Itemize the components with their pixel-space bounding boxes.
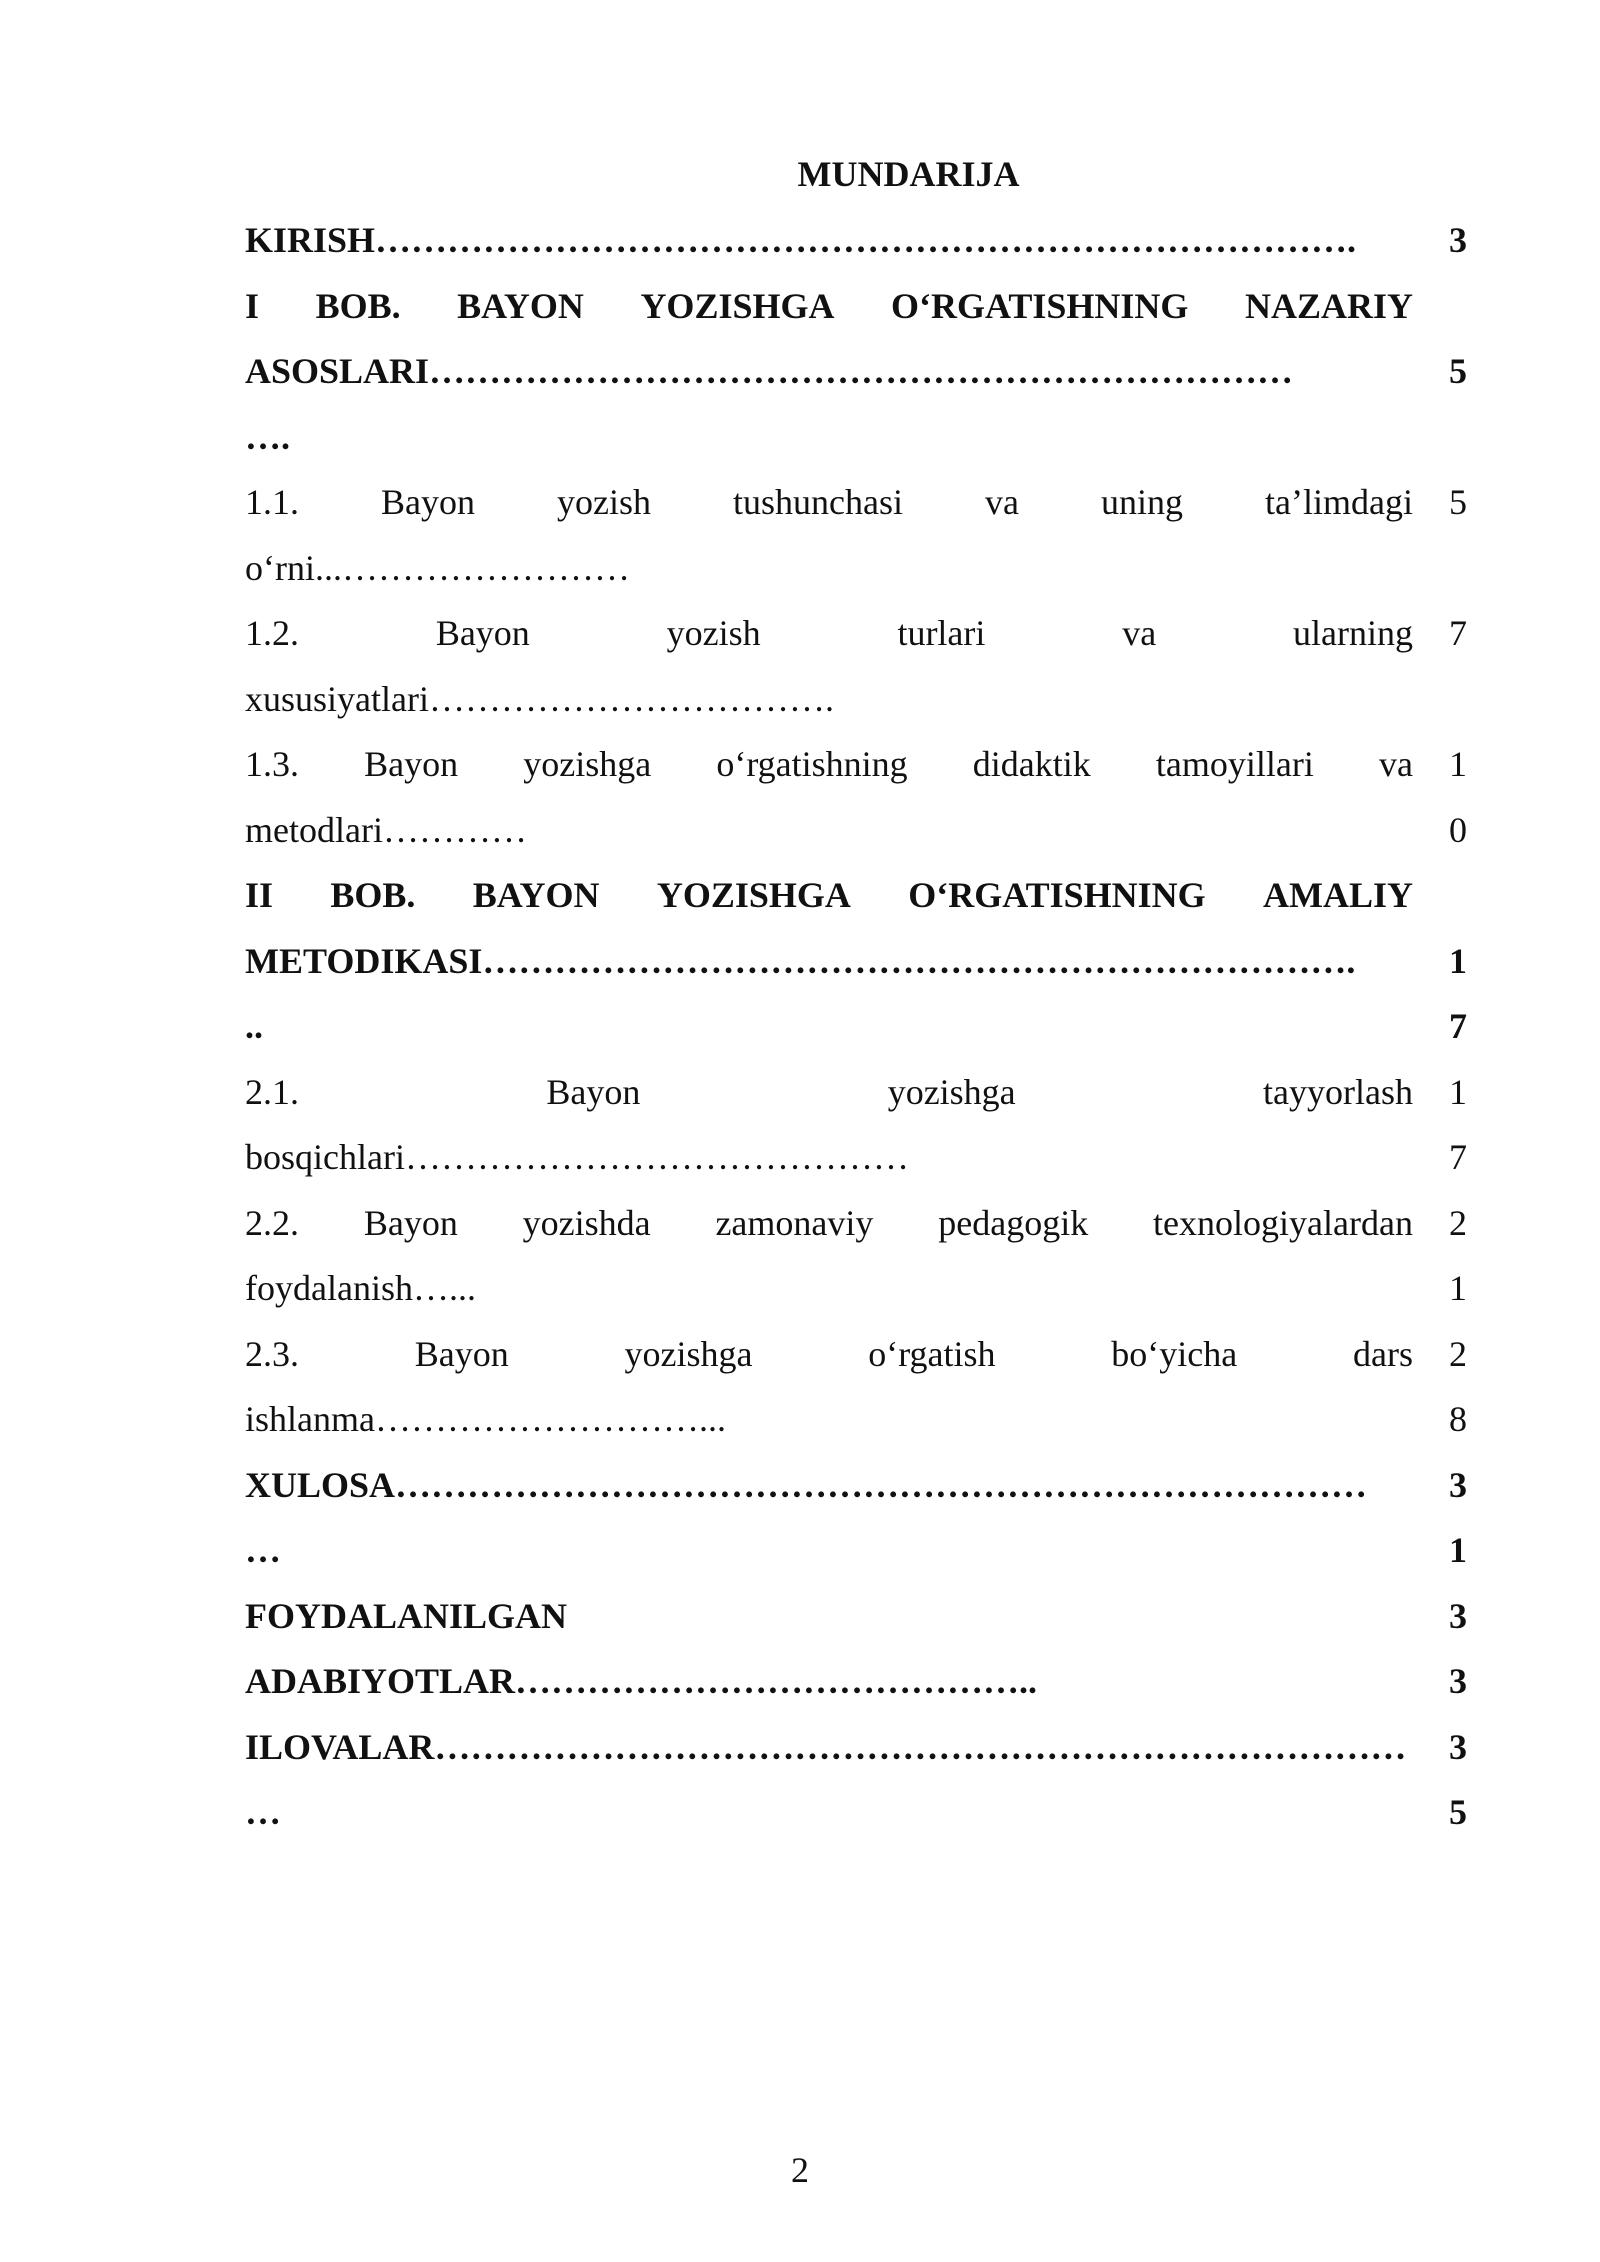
toc-word: metodlari………… bbox=[245, 809, 527, 850]
toc-word: … bbox=[245, 1530, 281, 1570]
toc-line bbox=[245, 1125, 1572, 1191]
toc-word: KIRISH………………………………………………………………………. bbox=[245, 220, 1357, 260]
toc-word: Bayon bbox=[381, 482, 475, 522]
toc-line bbox=[245, 1584, 1572, 1650]
toc-word: BOB. bbox=[330, 875, 416, 915]
toc-page-number: 8 bbox=[1449, 1399, 1467, 1439]
toc-word: NAZARIY bbox=[1244, 285, 1413, 326]
toc-word: YOZISHGA bbox=[640, 285, 835, 326]
toc-word: Bayon bbox=[414, 1333, 509, 1374]
toc-word: o‘rgatish bbox=[868, 1333, 996, 1374]
toc-entry-text bbox=[245, 1191, 1413, 1257]
toc-line bbox=[245, 1780, 1572, 1846]
toc-line bbox=[245, 470, 1572, 536]
toc-line bbox=[245, 274, 1572, 340]
table-of-contents bbox=[245, 208, 1572, 1846]
toc-line bbox=[245, 732, 1572, 798]
toc-word: dars bbox=[1353, 1333, 1413, 1374]
toc-line bbox=[245, 1387, 1572, 1453]
toc-line bbox=[245, 601, 1572, 667]
toc-line bbox=[245, 405, 1572, 471]
toc-word: ta’limdagi bbox=[1264, 482, 1413, 522]
toc-word: yozishda bbox=[522, 1202, 651, 1243]
toc-word: 2.1. bbox=[245, 1071, 299, 1112]
toc-entry-text bbox=[245, 274, 1413, 340]
toc-entry-text bbox=[245, 798, 1413, 864]
toc-entry-text bbox=[245, 929, 1413, 995]
toc-line bbox=[245, 1060, 1572, 1126]
toc-line bbox=[245, 208, 1572, 274]
toc-page-number: 1 bbox=[1449, 1530, 1467, 1570]
toc-word: yozishga bbox=[887, 1071, 1016, 1112]
toc-entry-text bbox=[245, 1060, 1413, 1126]
toc-page-number: 2 bbox=[1449, 1333, 1467, 1374]
toc-entry-text bbox=[245, 1649, 1413, 1715]
toc-entry-text bbox=[245, 1518, 1413, 1584]
toc-entry-text bbox=[245, 536, 1413, 602]
toc-page-number: 0 bbox=[1449, 809, 1467, 850]
toc-line bbox=[245, 929, 1572, 995]
toc-line bbox=[245, 1322, 1572, 1388]
toc-line bbox=[245, 1191, 1572, 1257]
toc-word: o‘rgatishning bbox=[716, 744, 908, 784]
toc-word: tushunchasi bbox=[733, 482, 903, 522]
toc-word: …. bbox=[245, 416, 290, 457]
toc-page-number: 7 bbox=[1449, 1137, 1467, 1177]
toc-word: foydalanish…... bbox=[245, 1268, 476, 1308]
toc-word: uning bbox=[1100, 482, 1183, 522]
toc-entry-text bbox=[245, 601, 1413, 667]
toc-word: METODIKASI………………………………………………………………. bbox=[245, 940, 1356, 981]
toc-word: va bbox=[1379, 744, 1413, 784]
toc-word: 2.2. bbox=[245, 1202, 299, 1243]
toc-word: didaktik bbox=[972, 744, 1091, 784]
toc-line bbox=[245, 798, 1572, 864]
toc-word: ADABIYOTLAR…………………………………….. bbox=[245, 1661, 1038, 1701]
toc-page-number: 3 bbox=[1449, 1726, 1467, 1767]
toc-entry-text bbox=[245, 863, 1413, 929]
toc-word: 1.2. bbox=[245, 613, 299, 653]
toc-entry-text bbox=[245, 405, 1413, 471]
toc-entry-text bbox=[245, 1715, 1413, 1781]
toc-entry-text bbox=[245, 732, 1413, 798]
toc-page-number: 5 bbox=[1449, 482, 1467, 522]
toc-word: turlari bbox=[897, 613, 986, 653]
toc-word: Bayon bbox=[546, 1071, 641, 1112]
toc-word: ILOVALAR……………………………………………………………………… bbox=[245, 1726, 1407, 1767]
toc-word: BAYON bbox=[472, 875, 600, 915]
toc-line bbox=[245, 536, 1572, 602]
toc-word: va bbox=[984, 482, 1019, 522]
toc-word: tamoyillari bbox=[1155, 744, 1314, 784]
toc-word: texnologiyalardan bbox=[1153, 1202, 1413, 1243]
toc-word: yozish bbox=[557, 482, 651, 522]
page-number: 2 bbox=[791, 2150, 809, 2190]
toc-word: xususiyatlari……………………………. bbox=[245, 678, 834, 719]
toc-page-number: 7 bbox=[1449, 1006, 1467, 1046]
toc-word: BOB. bbox=[315, 285, 401, 326]
toc-entry-text bbox=[245, 1453, 1413, 1519]
toc-page-number: 1 bbox=[1449, 1268, 1467, 1308]
toc-word: XULOSA……………………………………………………………………… bbox=[245, 1464, 1368, 1505]
toc-page-number: 1 bbox=[1449, 1071, 1467, 1112]
toc-page-number: 5 bbox=[1449, 351, 1467, 391]
toc-line bbox=[245, 339, 1572, 405]
toc-line bbox=[245, 1453, 1572, 1519]
toc-word: ishlanma………………………... bbox=[245, 1399, 726, 1439]
toc-word: AMALIY bbox=[1262, 875, 1413, 915]
toc-line bbox=[245, 1518, 1572, 1584]
toc-word: Bayon bbox=[364, 744, 459, 784]
toc-word: yozishga bbox=[624, 1333, 753, 1374]
toc-word: bo‘yicha bbox=[1111, 1333, 1238, 1374]
toc-word: YOZISHGA bbox=[656, 875, 851, 915]
toc-word: Bayon bbox=[435, 613, 530, 653]
toc-word: O‘RGATISHNING bbox=[908, 875, 1206, 915]
toc-line bbox=[245, 863, 1572, 929]
toc-entry-text bbox=[245, 470, 1413, 536]
toc-entry-text bbox=[245, 1584, 1413, 1650]
toc-word: 1.3. bbox=[245, 744, 299, 784]
toc-page-number: 7 bbox=[1449, 613, 1467, 653]
toc-word: tayyorlash bbox=[1263, 1071, 1413, 1112]
toc-page-number: 3 bbox=[1449, 1595, 1467, 1636]
toc-word: o‘rni...…………………… bbox=[245, 547, 630, 588]
toc-page-number: 3 bbox=[1449, 1661, 1467, 1701]
toc-word: I bbox=[245, 285, 260, 326]
toc-entry-text bbox=[245, 339, 1413, 405]
toc-word: bosqichlari…………………………………… bbox=[245, 1137, 909, 1177]
toc-page-number: 5 bbox=[1449, 1792, 1467, 1832]
toc-word: BAYON bbox=[457, 285, 584, 326]
toc-entry-text bbox=[245, 1125, 1413, 1191]
toc-word: O‘RGATISHNING bbox=[891, 285, 1189, 326]
toc-word: zamonaviy bbox=[715, 1202, 874, 1243]
toc-entry-text bbox=[245, 1387, 1413, 1453]
toc-line bbox=[245, 1256, 1572, 1322]
toc-word: ularning bbox=[1293, 613, 1413, 653]
toc-word: pedagogik bbox=[938, 1202, 1089, 1243]
toc-line bbox=[245, 667, 1572, 733]
toc-page-number: 1 bbox=[1449, 940, 1467, 981]
toc-line bbox=[245, 1715, 1572, 1781]
toc-word: 2.3. bbox=[245, 1333, 299, 1374]
toc-word: II bbox=[245, 875, 274, 915]
toc-word: va bbox=[1122, 613, 1157, 653]
toc-word: .. bbox=[245, 1006, 263, 1046]
toc-page-number: 3 bbox=[1449, 220, 1467, 260]
toc-page-number: 1 bbox=[1449, 744, 1467, 784]
toc-entry-text bbox=[245, 1256, 1413, 1322]
toc-word: … bbox=[245, 1792, 281, 1832]
toc-entry-text bbox=[245, 994, 1413, 1060]
toc-page-number: 3 bbox=[1449, 1464, 1467, 1505]
toc-word: 1.1. bbox=[245, 482, 299, 522]
toc-entry-text bbox=[245, 667, 1413, 733]
toc-line bbox=[245, 1649, 1572, 1715]
toc-word: yozish bbox=[666, 613, 761, 653]
toc-line bbox=[245, 994, 1572, 1060]
toc-word: ASOSLARI……………………………………………………………… bbox=[245, 351, 1294, 391]
toc-entry-text bbox=[245, 1780, 1413, 1846]
toc-word: FOYDALANILGAN bbox=[245, 1595, 568, 1636]
toc-page-number: 2 bbox=[1449, 1202, 1467, 1243]
toc-word: Bayon bbox=[363, 1202, 458, 1243]
toc-heading: MUNDARIJA bbox=[797, 154, 1020, 194]
toc-entry-text bbox=[245, 1322, 1413, 1388]
toc-word: yozishga bbox=[523, 744, 652, 784]
toc-entry-text bbox=[245, 208, 1413, 274]
